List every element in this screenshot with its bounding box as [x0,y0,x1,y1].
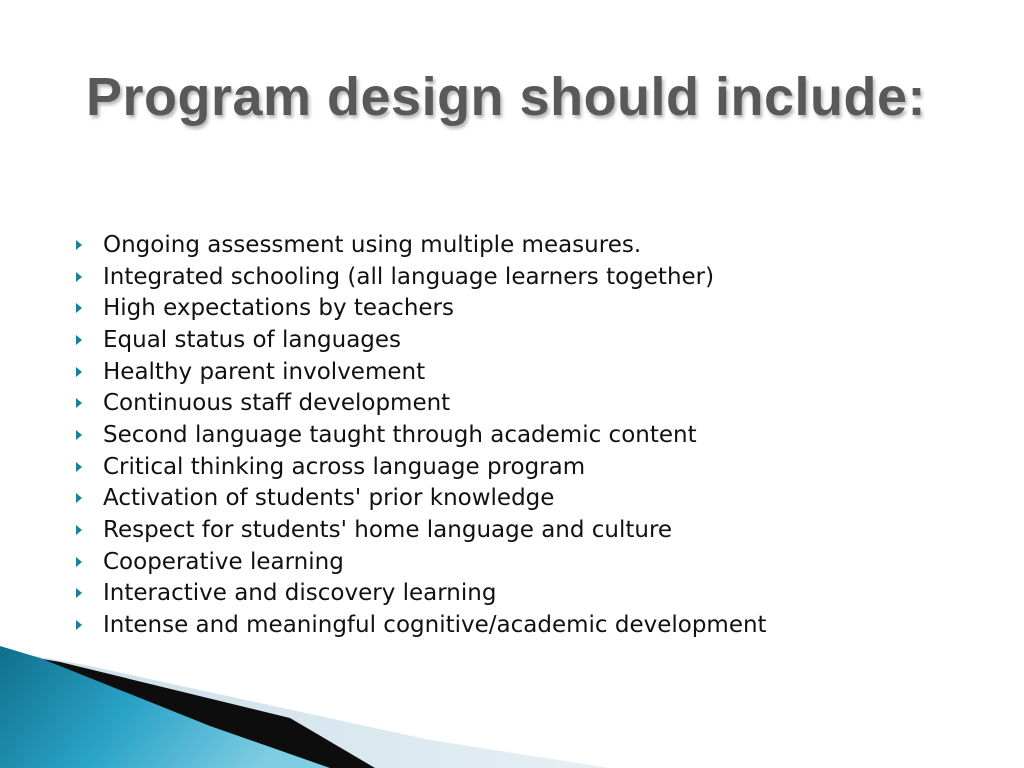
bullet-list [72,229,972,641]
triangle-bullet-icon [76,240,82,250]
triangle-bullet-icon [76,620,82,630]
bullet-text: Interactive and discovery learning [103,580,497,607]
bullet-text: Cooperative learning [103,548,344,575]
triangle-bullet-icon [76,272,82,282]
triangle-bullet-icon [76,335,82,345]
triangle-bullet-icon [76,525,82,535]
list-item [72,229,972,261]
slide-title: Program design should include: [85,67,927,127]
bullet-text: Intense and meaningful cognitive/academic development [103,612,767,639]
list-item [72,483,972,515]
bullet-text: Equal status of languages [103,326,402,353]
triangle-bullet-icon [76,557,82,567]
list-item [72,451,972,483]
triangle-bullet-icon [76,398,82,408]
bullet-text: Critical thinking across language program [103,453,586,480]
triangle-bullet-icon [76,462,82,472]
bullet-text: Integrated schooling (all language learners together) [103,263,715,290]
list-item [72,419,972,451]
triangle-bullet-icon [76,367,82,377]
list-item [72,356,972,388]
bullet-text: High expectations by teachers [103,295,454,322]
list-item [72,324,972,356]
triangle-bullet-icon [76,430,82,440]
list-item [72,514,972,546]
triangle-bullet-icon [76,588,82,598]
bullet-text: Continuous staff development [103,390,451,417]
bullet-text: Second language taught through academic content [103,421,697,448]
list-item [72,292,972,324]
list-item [72,387,972,419]
triangle-bullet-icon [76,303,82,313]
bullet-text: Respect for students' home language and culture [103,517,673,544]
list-item [72,261,972,293]
bullet-text: Activation of students' prior knowledge [103,485,555,512]
list-item [72,609,972,641]
list-item [72,578,972,610]
list-item [72,546,972,578]
triangle-bullet-icon [76,493,82,503]
bullet-text: Healthy parent involvement [103,358,426,385]
bullet-text: Ongoing assessment using multiple measures. [103,231,642,258]
